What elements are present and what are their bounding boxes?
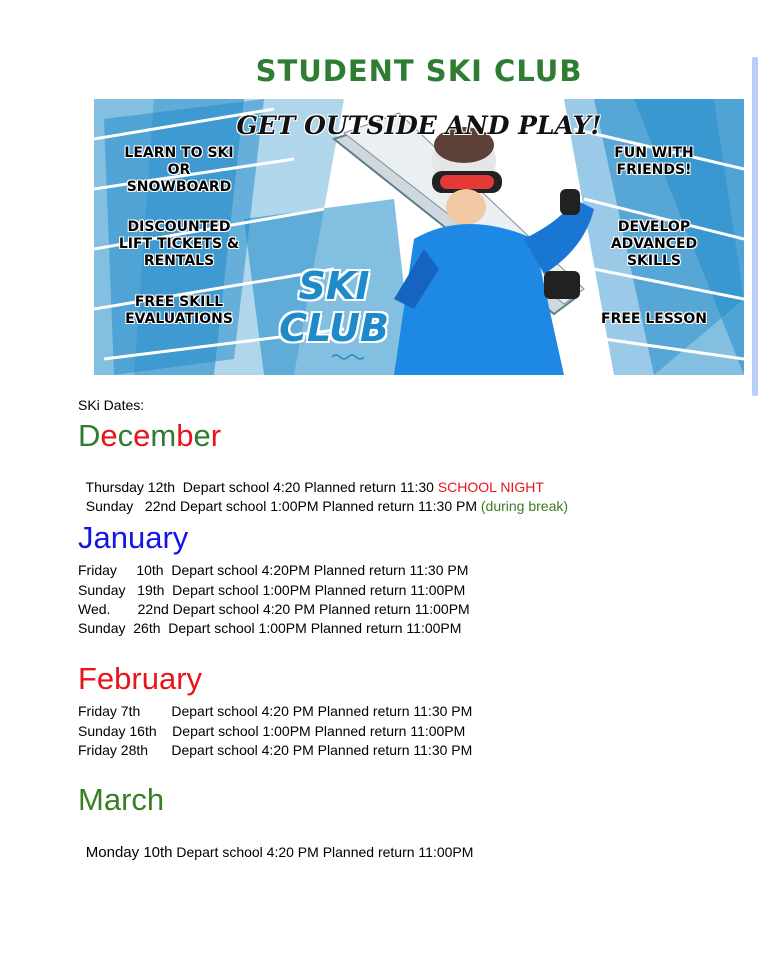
december-letter: b xyxy=(176,418,194,453)
ski-dates-label: SKi Dates: xyxy=(78,397,145,413)
december-letter: D xyxy=(78,418,101,453)
ski-club-banner xyxy=(94,99,744,375)
banner-item-learn: LEARN TO SKI OR SNOWBOARD xyxy=(124,145,234,195)
school-night-note: SCHOOL NIGHT xyxy=(437,479,544,495)
date-row: Wed. 22nd Depart school 4:20 PM Planned return 11:00PM xyxy=(78,601,470,617)
date-row xyxy=(78,478,568,516)
during-break-note: (during break) xyxy=(480,498,569,514)
date-row xyxy=(78,824,473,862)
date-row: Friday 28th Depart school 4:20 PM Planned return 11:30 PM xyxy=(78,742,473,758)
date-row: Sunday 16th Depart school 1:00PM Planned return 11:00PM xyxy=(78,723,466,739)
month-heading-december xyxy=(78,418,221,454)
date-row: Friday 10th Depart school 4:20PM Planned return 11:30 PM xyxy=(78,562,469,578)
date-row: Sunday 19th Depart school 1:00PM Planned return 11:00PM xyxy=(78,582,466,598)
scrollbar[interactable] xyxy=(752,57,758,396)
december-letter: c xyxy=(117,418,134,453)
page-title: STUDENT SKI CLUB xyxy=(255,54,583,88)
december-letter: e xyxy=(100,418,118,453)
date-row-text: Depart school 4:20 PM Planned return 11:00PM xyxy=(172,844,474,860)
banner-club-text: SKI CLUB xyxy=(279,264,389,350)
banner-headline: GET OUTSIDE AND PLAY! xyxy=(236,111,602,140)
date-row: Sunday 26th Depart school 1:00PM Planned return 11:00PM xyxy=(78,620,462,636)
december-letter: e xyxy=(193,418,211,453)
date-row-text: Thursday 12th Depart school 4:20 Planned return 11:30 xyxy=(85,479,438,495)
december-letter: e xyxy=(133,418,151,453)
month-heading-february: February xyxy=(78,661,203,696)
banner-item-discounted: DISCOUNTED LIFT TICKETS & RENTALS xyxy=(118,219,240,269)
month-heading-january: January xyxy=(78,520,189,555)
date-row-text: Sunday 22nd Depart school 1:00PM Planned return 11:30 PM xyxy=(85,498,481,514)
banner-item-evaluations: FREE SKILL EVALUATIONS xyxy=(125,294,233,327)
month-heading-march: March xyxy=(78,782,165,817)
december-letter: r xyxy=(210,418,222,453)
date-row: Friday 7th Depart school 4:20 PM Planned return 11:30 PM xyxy=(78,703,473,719)
date-row-day: Monday 10th xyxy=(85,844,173,861)
banner-item-develop: DEVELOP ADVANCED SKILLS xyxy=(610,219,698,269)
banner-item-friends: FUN WITH FRIENDS! xyxy=(614,145,694,178)
december-letter: m xyxy=(150,418,177,453)
banner-item-free-lesson: FREE LESSON xyxy=(601,311,707,327)
